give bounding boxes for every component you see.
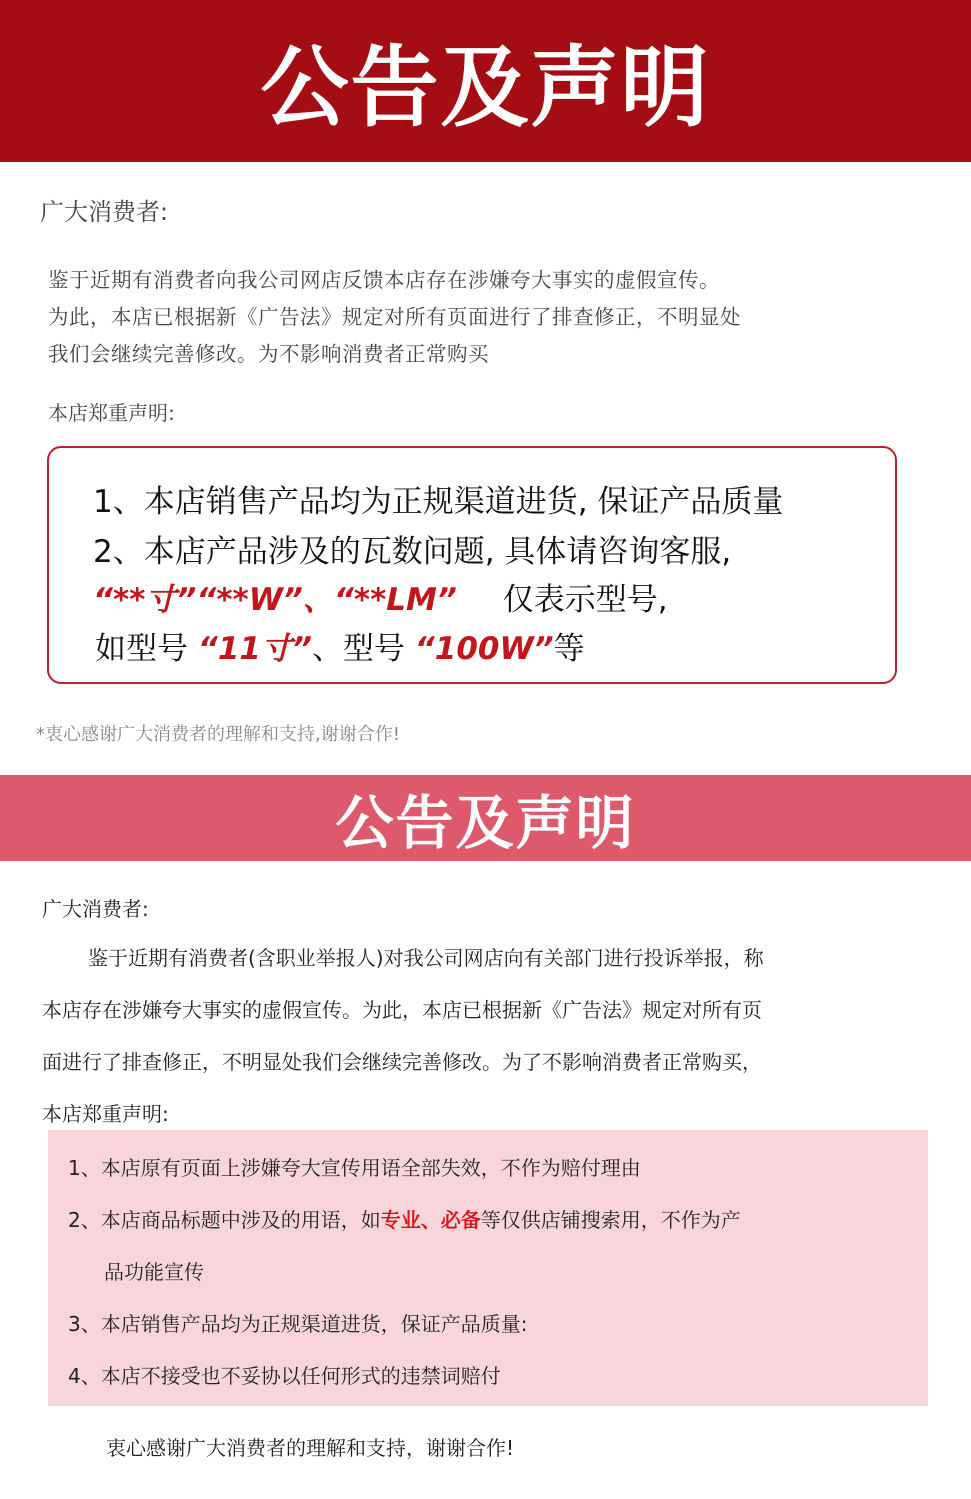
announcement-banner-1 [0, 0, 971, 162]
section-2-paragraph-line: 本店存在涉嫌夸大事实的虚假宣传。为此，本店已根据新《广告法》规定对所有页 [42, 998, 762, 1022]
notice-item-2 [68, 1204, 741, 1233]
notice-item-1: 1、本店原有页面上涉嫌夸大宣传用语全部失效，不作为赔付理由 [68, 1156, 641, 1180]
section-1-thanks: *衷心感谢广大消费者的理解和支持,谢谢合作! [36, 724, 400, 745]
section-2-thanks: 衷心感谢广大消费者的理解和支持，谢谢合作! [106, 1436, 515, 1460]
section-2-paragraph-line: 本店郑重声明: [42, 1102, 169, 1126]
notice-line-1: 1、本店销售产品均为正规渠道进货, 保证产品质量 [93, 484, 784, 520]
section-2-notice-box [48, 1130, 928, 1406]
section-2-greeting: 广大消费者: [42, 897, 149, 921]
notice-item-4: 4、本店不接受也不妥协以任何形式的违禁词赔付 [68, 1364, 501, 1388]
announcement-banner-2 [0, 775, 971, 861]
section-1-notice-box [47, 446, 897, 684]
section-2-paragraph-line: 面进行了排查修正，不明显处我们会继续完善修改。为了不影响消费者正常购买， [42, 1050, 762, 1074]
notice-item-2-start: 2、本店商品标题中涉及的用语，如 [68, 1208, 381, 1232]
example-size: “11寸” [197, 631, 312, 667]
section-1-greeting: 广大消费者: [40, 198, 169, 226]
example-prefix: 如型号 [95, 631, 188, 667]
section-1-paragraph [48, 262, 948, 373]
notice-item-2-continued: 品功能宣传 [104, 1260, 204, 1284]
section-1-paragraph-line: 我们会继续完善修改。为不影响消费者正常购买 [48, 342, 489, 366]
highlighted-terms: 专业、必备 [380, 1208, 481, 1232]
banner-2-title: 公告及声明 [335, 789, 636, 857]
notice-line-3 [93, 574, 668, 619]
section-2-paragraph [42, 932, 932, 1140]
banner-1-title: 公告及声明 [260, 36, 711, 139]
example-suffix: 等 [553, 631, 585, 667]
section-1-paragraph-line: 为此，本店已根据新《广告法》规定对所有页面进行了排查修正，不明显处 [48, 305, 741, 329]
notice-item-2-end: 等仅供店铺搜索用，不作为产 [480, 1208, 741, 1232]
section-2-paragraph-line: 鉴于近期有消费者(含职业举报人)对我公司网店向有关部门进行投诉举报，称 [88, 946, 764, 970]
model-note: 仅表示型号, [502, 582, 668, 618]
example-watt: “100W” [414, 631, 554, 667]
notice-item-3: 3、本店销售产品均为正规渠道进货，保证产品质量: [68, 1312, 528, 1336]
model-placeholders: “**寸”“**W”、“**LM” [93, 582, 457, 618]
notice-line-2: 2、本店产品涉及的瓦数问题, 具体请咨询客服, [93, 534, 732, 570]
section-1-declaration: 本店郑重声明: [48, 401, 175, 425]
notice-line-4 [95, 623, 585, 668]
section-1-paragraph-line: 鉴于近期有消费者向我公司网店反馈本店存在涉嫌夸大事实的虚假宣传。 [48, 268, 720, 292]
example-mid: 、型号 [311, 631, 405, 667]
